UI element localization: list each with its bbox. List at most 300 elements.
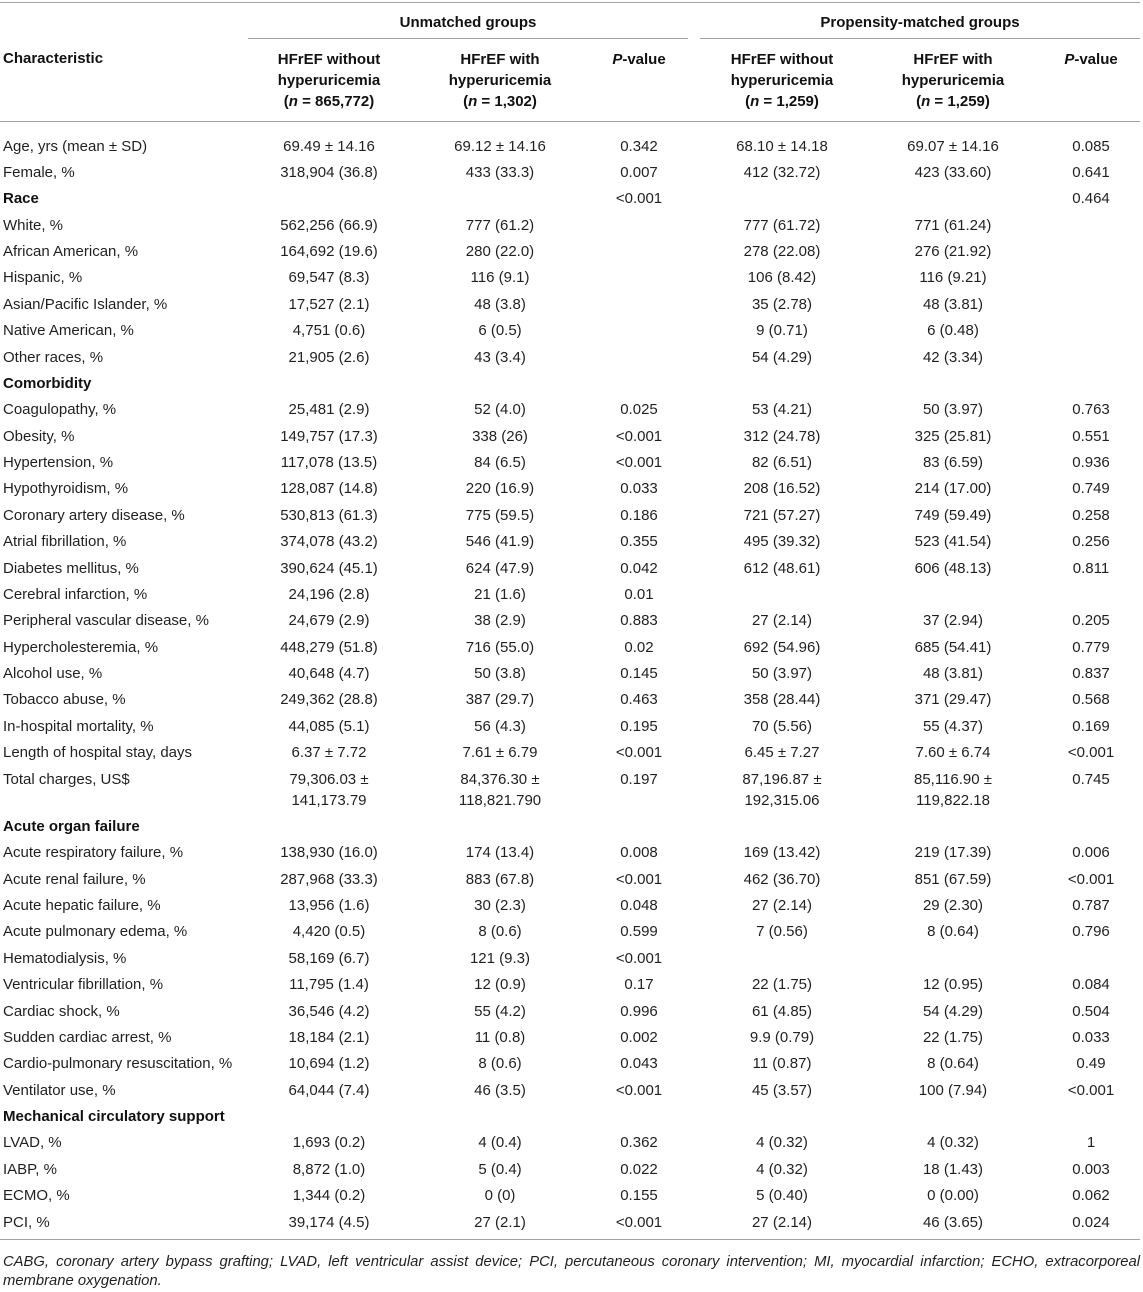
value-matched-p-value: 0.006 <box>1072 844 1110 862</box>
value-matched-without-hyperuricemia: 35 (2.78) <box>751 295 813 313</box>
column-header-row <box>0 39 1140 122</box>
value-matched-p-value: <0.001 <box>1067 744 1115 762</box>
p-label-rest: -value <box>622 50 666 68</box>
value-matched-with-hyperuricemia <box>864 581 1042 607</box>
table-row <box>0 344 1140 370</box>
table-row <box>0 238 1140 264</box>
value-matched-without-hyperuricemia: 5 (0.40) <box>756 1187 808 1205</box>
value-matched-p-value <box>1042 344 1140 370</box>
value-matched-p-value: 0.749 <box>1072 480 1110 498</box>
value-matched-without-hyperuricemia: 612 (48.61) <box>743 559 821 577</box>
value-matched-without-hyperuricemia: 721 (57.27) <box>743 506 821 524</box>
value-matched-with-hyperuricemia: 100 (7.94) <box>918 1081 988 1099</box>
col-header-matched-without-hyperuricemia <box>700 39 864 122</box>
value-matched-with-hyperuricemia: 69.07 ± 14.16 <box>907 137 999 155</box>
value-matched-p-value <box>1042 370 1140 396</box>
value-unmatched-with-hyperuricemia: 5 (0.4) <box>478 1160 522 1178</box>
value-matched-without-hyperuricemia: 87,196.87 ± 192,315.06 <box>742 770 822 809</box>
value-unmatched-p-value: <0.001 <box>615 190 663 208</box>
table-row <box>0 945 1140 971</box>
value-matched-without-hyperuricemia: 312 (24.78) <box>743 427 821 445</box>
group-header-propensity-matched: Propensity-matched groups <box>700 3 1140 39</box>
column-gap <box>688 212 700 238</box>
value-unmatched-without-hyperuricemia: 39,174 (4.5) <box>248 1209 410 1240</box>
value-matched-p-value: 0.779 <box>1072 638 1110 656</box>
value-unmatched-p-value: 0.599 <box>620 923 658 941</box>
value-unmatched-without-hyperuricemia <box>248 813 410 839</box>
value-matched-p-value <box>1042 1103 1140 1129</box>
value-matched-without-hyperuricemia: 4 (0.32) <box>756 1160 808 1178</box>
value-unmatched-p-value <box>590 1103 688 1129</box>
row-label: Length of hospital stay, days <box>3 744 193 762</box>
row-label: Ventilator use, % <box>3 1081 116 1099</box>
value-matched-with-hyperuricemia: 42 (3.34) <box>922 348 984 366</box>
value-matched-with-hyperuricemia: 83 (6.59) <box>922 454 984 471</box>
value-matched-without-hyperuricemia: 9.9 (0.79) <box>749 1028 815 1046</box>
value-matched-with-hyperuricemia: 685 (54.41) <box>914 638 992 656</box>
value-unmatched-p-value: 0.17 <box>624 976 654 994</box>
value-unmatched-p-value: 0.342 <box>620 137 658 155</box>
row-label: White, % <box>3 216 64 234</box>
col-header-characteristic: Characteristic <box>0 39 248 122</box>
sample-size-open: ( <box>283 92 289 110</box>
value-matched-with-hyperuricemia <box>864 186 1042 212</box>
row-label: Acute renal failure, % <box>3 870 146 888</box>
col-header-title-line: HFrEF without <box>730 50 834 68</box>
column-gap <box>688 634 700 660</box>
table-row <box>0 1077 1140 1103</box>
section-label: Race <box>3 190 39 208</box>
row-label: Total charges, US$ <box>3 770 130 788</box>
table-row <box>0 634 1140 660</box>
column-gap <box>688 238 700 264</box>
table-row <box>0 1156 1140 1182</box>
value-matched-without-hyperuricemia: 68.10 ± 14.18 <box>736 137 828 155</box>
row-label: Asian/Pacific Islander, % <box>3 295 168 313</box>
value-matched-with-hyperuricemia: 0 (0.00) <box>927 1187 979 1205</box>
table-body <box>0 122 1140 1240</box>
value-matched-with-hyperuricemia: 371 (29.47) <box>914 691 992 709</box>
value-matched-without-hyperuricemia: 495 (39.32) <box>743 533 821 551</box>
table-row <box>0 1051 1140 1077</box>
column-gap <box>688 766 700 813</box>
column-gap <box>688 3 700 39</box>
value-matched-with-hyperuricemia: 8 (0.64) <box>927 923 979 941</box>
value-unmatched-p-value: 0.033 <box>620 480 658 498</box>
value-matched-with-hyperuricemia: 48 (3.81) <box>922 665 984 682</box>
value-unmatched-p-value: <0.001 <box>615 744 663 762</box>
value-unmatched-without-hyperuricemia: 1,693 (0.2) <box>292 1134 366 1152</box>
row-label: Obesity, % <box>3 427 75 445</box>
value-unmatched-with-hyperuricemia: 21 (1.6) <box>474 585 526 603</box>
value-unmatched-without-hyperuricemia: 64,044 (7.4) <box>288 1081 370 1099</box>
row-label: Female, % <box>3 163 75 181</box>
value-matched-p-value: 0.811 <box>1072 559 1110 577</box>
value-unmatched-p-value: 0.996 <box>620 1002 658 1020</box>
column-gap <box>688 476 700 502</box>
column-gap <box>688 945 700 971</box>
column-gap <box>688 39 700 122</box>
row-label: Tobacco abuse, % <box>3 691 126 709</box>
value-matched-with-hyperuricemia: 6 (0.48) <box>927 322 979 340</box>
value-unmatched-p-value: 0.463 <box>620 691 658 709</box>
value-unmatched-without-hyperuricemia: 69.49 ± 14.16 <box>283 137 375 155</box>
value-unmatched-with-hyperuricemia: 30 (2.3) <box>474 897 526 914</box>
value-unmatched-without-hyperuricemia: 128,087 (14.8) <box>280 480 378 498</box>
p-label-rest: -value <box>1074 50 1118 68</box>
row-label: Cerebral infarction, % <box>3 585 148 603</box>
value-unmatched-without-hyperuricemia: 44,085 (5.1) <box>288 717 370 735</box>
column-gap <box>688 265 700 291</box>
value-unmatched-without-hyperuricemia: 1,344 (0.2) <box>292 1187 366 1205</box>
value-unmatched-without-hyperuricemia: 164,692 (19.6) <box>280 243 378 260</box>
value-unmatched-with-hyperuricemia: 6 (0.5) <box>478 322 522 340</box>
table-row <box>0 608 1140 634</box>
row-label: LVAD, % <box>3 1134 62 1152</box>
column-gap <box>688 1156 700 1182</box>
table-row <box>0 660 1140 686</box>
value-unmatched-without-hyperuricemia <box>248 186 410 212</box>
sample-size-value: = 865,772) <box>297 92 375 110</box>
value-unmatched-with-hyperuricemia: 55 (4.2) <box>474 1002 526 1020</box>
value-unmatched-with-hyperuricemia: 56 (4.3) <box>474 717 526 735</box>
value-matched-p-value: 0.258 <box>1072 506 1110 524</box>
column-gap <box>688 660 700 686</box>
col-header-sample-size <box>248 91 410 112</box>
value-unmatched-with-hyperuricemia: 84,376.30 ± 118,821.790 <box>458 770 542 809</box>
value-matched-with-hyperuricemia: 50 (3.97) <box>922 401 984 419</box>
value-matched-with-hyperuricemia: 18 (1.43) <box>922 1160 984 1178</box>
value-matched-without-hyperuricemia: 278 (22.08) <box>743 243 821 260</box>
value-matched-without-hyperuricemia: 22 (1.75) <box>751 976 813 994</box>
value-matched-without-hyperuricemia: 358 (28.44) <box>743 691 821 709</box>
value-unmatched-without-hyperuricemia: 138,930 (16.0) <box>280 844 378 862</box>
value-unmatched-p-value <box>590 212 688 238</box>
table-row <box>0 555 1140 581</box>
row-label: Acute hepatic failure, % <box>3 897 161 914</box>
table-row <box>0 971 1140 997</box>
value-unmatched-p-value: 0.186 <box>620 506 658 524</box>
value-unmatched-with-hyperuricemia: 280 (22.0) <box>465 243 535 260</box>
column-gap <box>688 528 700 554</box>
column-gap <box>688 919 700 945</box>
col-header-title-line: HFrEF with <box>460 50 540 68</box>
sample-size-symbol: n <box>468 92 478 110</box>
value-unmatched-p-value <box>590 238 688 264</box>
value-matched-with-hyperuricemia: 749 (59.49) <box>914 506 992 524</box>
row-label: Native American, % <box>3 322 134 340</box>
col-header-matched-with-hyperuricemia <box>864 39 1042 122</box>
column-gap <box>688 581 700 607</box>
value-matched-p-value: 0.49 <box>1076 1055 1106 1073</box>
value-unmatched-without-hyperuricemia: 530,813 (61.3) <box>280 506 378 524</box>
table-row <box>0 397 1140 423</box>
column-gap <box>688 971 700 997</box>
value-matched-without-hyperuricemia: 777 (61.72) <box>743 216 821 234</box>
table-row <box>0 1182 1140 1208</box>
value-matched-without-hyperuricemia: 27 (2.14) <box>700 1209 864 1240</box>
row-label: Cardiac shock, % <box>3 1002 120 1020</box>
value-unmatched-with-hyperuricemia: 121 (9.3) <box>469 949 531 967</box>
column-gap <box>688 370 700 396</box>
value-unmatched-without-hyperuricemia <box>248 1103 410 1129</box>
value-matched-p-value <box>1042 212 1140 238</box>
value-matched-p-value: 1 <box>1086 1134 1096 1152</box>
column-gap <box>688 344 700 370</box>
table-row <box>0 476 1140 502</box>
value-matched-with-hyperuricemia <box>864 945 1042 971</box>
row-label: Hematodialysis, % <box>3 949 127 967</box>
row-label: Coronary artery disease, % <box>3 506 185 524</box>
value-matched-with-hyperuricemia: 325 (25.81) <box>914 427 992 445</box>
value-unmatched-p-value: 0.155 <box>620 1187 658 1205</box>
table-row <box>0 1130 1140 1156</box>
value-matched-with-hyperuricemia: 219 (17.39) <box>914 844 992 862</box>
value-matched-p-value <box>1042 265 1140 291</box>
value-unmatched-with-hyperuricemia: 50 (3.8) <box>474 665 526 682</box>
value-matched-p-value: 0.205 <box>1072 612 1110 630</box>
value-matched-without-hyperuricemia: 4 (0.32) <box>756 1134 808 1152</box>
value-matched-without-hyperuricemia: 50 (3.97) <box>751 665 813 682</box>
value-unmatched-without-hyperuricemia: 18,184 (2.1) <box>288 1028 370 1046</box>
table-row <box>0 291 1140 317</box>
value-matched-p-value: 0.504 <box>1072 1002 1110 1020</box>
table-row <box>0 739 1140 765</box>
value-unmatched-with-hyperuricemia: 174 (13.4) <box>465 844 535 862</box>
value-matched-p-value <box>1042 581 1140 607</box>
group-header-unmatched: Unmatched groups <box>248 3 688 39</box>
value-unmatched-with-hyperuricemia: 387 (29.7) <box>465 691 535 709</box>
value-unmatched-without-hyperuricemia: 40,648 (4.7) <box>288 665 370 682</box>
column-gap <box>688 122 700 160</box>
value-matched-without-hyperuricemia: 27 (2.14) <box>751 897 813 914</box>
value-matched-p-value: 0.169 <box>1072 717 1110 735</box>
value-unmatched-p-value: 0.195 <box>620 717 658 735</box>
column-gap <box>688 739 700 765</box>
col-header-sample-size <box>700 91 864 112</box>
value-unmatched-without-hyperuricemia: 69,547 (8.3) <box>288 269 370 287</box>
value-unmatched-with-hyperuricemia: 52 (4.0) <box>474 401 526 419</box>
value-unmatched-without-hyperuricemia: 24,196 (2.8) <box>288 585 370 603</box>
sample-size-symbol: n <box>288 92 298 110</box>
value-unmatched-with-hyperuricemia: 11 (0.8) <box>474 1028 526 1046</box>
row-label: Age, yrs (mean ± SD) <box>3 137 148 155</box>
value-unmatched-without-hyperuricemia: 318,904 (36.8) <box>280 163 378 181</box>
value-unmatched-without-hyperuricemia: 249,362 (28.8) <box>280 691 378 709</box>
value-unmatched-with-hyperuricemia: 84 (6.5) <box>474 454 526 471</box>
value-matched-p-value: <0.001 <box>1067 870 1115 888</box>
value-unmatched-p-value: <0.001 <box>615 454 663 471</box>
row-label: Ventricular fibrillation, % <box>3 976 164 994</box>
value-unmatched-with-hyperuricemia: 12 (0.9) <box>474 976 526 994</box>
p-symbol: P <box>1064 50 1075 68</box>
value-unmatched-without-hyperuricemia: 374,078 (43.2) <box>280 533 378 551</box>
table-row <box>0 502 1140 528</box>
column-gap <box>688 186 700 212</box>
value-matched-with-hyperuricemia: 8 (0.64) <box>927 1055 979 1073</box>
column-gap <box>688 423 700 449</box>
value-unmatched-with-hyperuricemia: 46 (3.5) <box>474 1081 526 1099</box>
value-matched-with-hyperuricemia: 48 (3.81) <box>922 295 984 313</box>
value-matched-without-hyperuricemia: 169 (13.42) <box>743 844 821 862</box>
column-gap <box>688 1209 700 1240</box>
column-gap <box>688 687 700 713</box>
col-header-title-line: hyperuricemia <box>448 71 552 89</box>
row-label: Hispanic, % <box>3 269 83 287</box>
value-matched-p-value: 0.084 <box>1072 976 1110 994</box>
value-matched-with-hyperuricemia: 54 (4.29) <box>922 1002 984 1020</box>
value-unmatched-without-hyperuricemia: 11,795 (1.4) <box>289 976 369 994</box>
table-row <box>0 317 1140 343</box>
value-matched-p-value: 0.085 <box>1072 137 1110 155</box>
col-header-title-line: HFrEF without <box>277 50 381 68</box>
value-matched-without-hyperuricemia: 692 (54.96) <box>743 638 821 656</box>
column-gap <box>688 317 700 343</box>
value-unmatched-with-hyperuricemia <box>410 1103 590 1129</box>
value-unmatched-with-hyperuricemia: 4 (0.4) <box>478 1134 522 1152</box>
col-header-title-line: hyperuricemia <box>901 71 1005 89</box>
value-matched-without-hyperuricemia: 9 (0.71) <box>756 322 808 340</box>
value-unmatched-without-hyperuricemia: 390,624 (45.1) <box>280 559 378 577</box>
baseline-characteristics-table <box>0 2 1140 1240</box>
value-unmatched-without-hyperuricemia: 562,256 (66.9) <box>280 216 378 234</box>
value-unmatched-p-value: 0.197 <box>620 770 658 788</box>
value-unmatched-with-hyperuricemia: 883 (67.8) <box>465 870 535 888</box>
value-unmatched-without-hyperuricemia <box>248 370 410 396</box>
column-gap <box>688 1077 700 1103</box>
row-label: PCI, % <box>0 1209 248 1240</box>
column-gap <box>688 1024 700 1050</box>
col-header-title-line: hyperuricemia <box>277 71 381 89</box>
row-label: Coagulopathy, % <box>3 401 117 419</box>
value-matched-p-value: 0.641 <box>1072 163 1110 181</box>
value-matched-with-hyperuricemia: 771 (61.24) <box>914 216 992 234</box>
table-row <box>0 1209 1140 1240</box>
sample-size-open: ( <box>463 92 469 110</box>
col-header-title-line: hyperuricemia <box>730 71 834 89</box>
table-row <box>0 998 1140 1024</box>
p-value-label <box>1042 49 1140 70</box>
sample-size-value: = 1,259) <box>759 92 819 110</box>
p-value-label <box>590 49 688 70</box>
value-unmatched-with-hyperuricemia: 546 (41.9) <box>465 533 535 551</box>
section-label: Acute organ failure <box>3 817 140 835</box>
value-unmatched-p-value: <0.001 <box>615 1081 663 1099</box>
value-unmatched-with-hyperuricemia: 48 (3.8) <box>474 295 526 313</box>
value-matched-without-hyperuricemia: 45 (3.57) <box>751 1081 813 1099</box>
p-symbol: P <box>612 50 623 68</box>
value-unmatched-with-hyperuricemia <box>410 813 590 839</box>
row-label: Diabetes mellitus, % <box>3 559 139 577</box>
column-gap <box>688 998 700 1024</box>
value-unmatched-without-hyperuricemia: 149,757 (17.3) <box>280 427 378 445</box>
col-header-unmatched-with-hyperuricemia <box>410 39 590 122</box>
group-header-spacer <box>0 3 248 39</box>
value-matched-without-hyperuricemia: 82 (6.51) <box>751 454 813 471</box>
group-header-row <box>0 3 1140 39</box>
value-unmatched-p-value <box>590 813 688 839</box>
table-row <box>0 423 1140 449</box>
row-label: IABP, % <box>3 1160 57 1178</box>
value-matched-without-hyperuricemia <box>700 945 864 971</box>
table-row <box>0 212 1140 238</box>
value-matched-p-value: 0.796 <box>1072 923 1110 941</box>
value-unmatched-p-value: 0.008 <box>620 844 658 862</box>
value-unmatched-with-hyperuricemia <box>410 370 590 396</box>
value-unmatched-with-hyperuricemia: 338 (26) <box>472 427 528 445</box>
value-unmatched-with-hyperuricemia: 716 (55.0) <box>465 638 535 656</box>
value-unmatched-p-value <box>590 317 688 343</box>
sample-size-open: ( <box>745 92 751 110</box>
value-matched-p-value: 0.936 <box>1072 454 1110 471</box>
value-unmatched-without-hyperuricemia: 13,956 (1.6) <box>288 897 370 914</box>
column-gap <box>688 1103 700 1129</box>
row-label: Other races, % <box>3 348 104 366</box>
value-matched-with-hyperuricemia: 22 (1.75) <box>922 1028 984 1046</box>
value-matched-with-hyperuricemia: 85,116.90 ± 119,822.18 <box>913 770 993 809</box>
value-matched-p-value: 0.837 <box>1072 665 1110 682</box>
value-matched-p-value <box>1042 291 1140 317</box>
column-gap <box>688 1130 700 1156</box>
value-unmatched-without-hyperuricemia: 21,905 (2.6) <box>288 348 370 366</box>
value-matched-with-hyperuricemia <box>864 1103 1042 1129</box>
row-label: Alcohol use, % <box>3 665 103 682</box>
table-footnote: CABG, coronary artery bypass grafting; LVAD, left ventricular assist device; PCI, percutaneous coronary intervention; MI, myocardial infarction; ECHO, extracorporeal membrane oxygenation. <box>3 1254 1140 1289</box>
value-unmatched-p-value <box>590 265 688 291</box>
value-matched-with-hyperuricemia: 4 (0.32) <box>927 1134 979 1152</box>
value-unmatched-p-value: 0.022 <box>620 1160 658 1178</box>
value-matched-p-value: 0.062 <box>1072 1187 1110 1205</box>
value-matched-without-hyperuricemia <box>700 1103 864 1129</box>
value-matched-p-value: 0.256 <box>1072 533 1110 551</box>
column-gap <box>688 813 700 839</box>
value-matched-with-hyperuricemia: 851 (67.59) <box>914 870 992 888</box>
value-unmatched-without-hyperuricemia: 79,306.03 ± 141,173.79 <box>289 770 369 809</box>
section-row <box>0 186 1140 212</box>
value-matched-without-hyperuricemia <box>700 186 864 212</box>
sample-size-open: ( <box>916 92 922 110</box>
value-unmatched-without-hyperuricemia: 448,279 (51.8) <box>280 638 378 656</box>
col-header-title-line: HFrEF with <box>913 50 993 68</box>
value-unmatched-p-value: 0.042 <box>620 559 658 577</box>
value-matched-p-value: 0.464 <box>1072 190 1110 208</box>
value-matched-with-hyperuricemia: 46 (3.65) <box>864 1209 1042 1240</box>
value-matched-with-hyperuricemia <box>864 813 1042 839</box>
value-matched-without-hyperuricemia: 208 (16.52) <box>743 480 821 498</box>
value-matched-p-value: <0.001 <box>1067 1081 1115 1099</box>
table-row <box>0 449 1140 475</box>
value-matched-without-hyperuricemia <box>700 813 864 839</box>
table-row <box>0 265 1140 291</box>
value-matched-without-hyperuricemia: 7 (0.56) <box>756 923 808 941</box>
value-matched-without-hyperuricemia: 106 (8.42) <box>747 269 817 287</box>
table-row <box>0 581 1140 607</box>
value-matched-with-hyperuricemia: 523 (41.54) <box>914 533 992 551</box>
value-unmatched-without-hyperuricemia: 24,679 (2.9) <box>288 612 370 630</box>
row-label: Hypertension, % <box>3 454 114 471</box>
value-unmatched-without-hyperuricemia: 4,751 (0.6) <box>292 322 366 340</box>
col-header-sample-size <box>864 91 1042 112</box>
value-unmatched-p-value: <0.001 <box>615 949 663 967</box>
value-unmatched-with-hyperuricemia: 69.12 ± 14.16 <box>454 137 546 155</box>
value-matched-without-hyperuricemia: 53 (4.21) <box>751 401 813 419</box>
section-label: Comorbidity <box>3 374 92 392</box>
value-unmatched-without-hyperuricemia: 6.37 ± 7.72 <box>291 744 367 762</box>
value-unmatched-with-hyperuricemia: 116 (9.1) <box>470 269 530 287</box>
value-matched-with-hyperuricemia: 12 (0.95) <box>922 976 984 994</box>
row-label: In-hospital mortality, % <box>3 717 154 735</box>
col-header-unmatched-without-hyperuricemia <box>248 39 410 122</box>
